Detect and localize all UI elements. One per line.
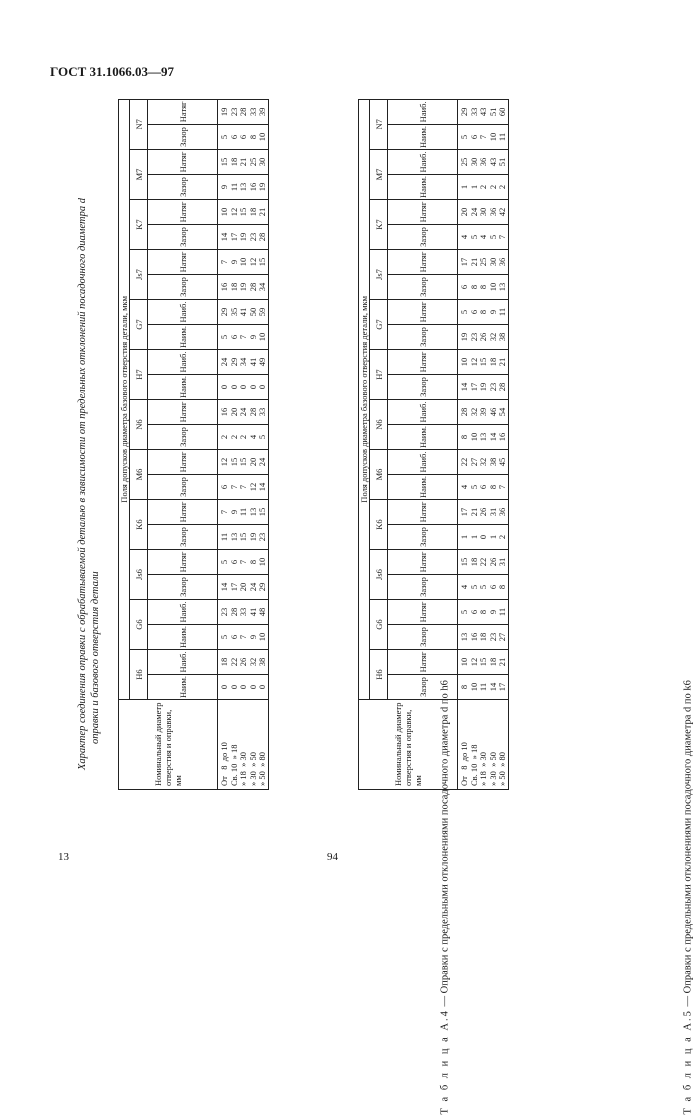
data-column: 8 10 13 14 16	[458, 425, 509, 450]
data-column: 8 10 11 14 17	[458, 675, 509, 700]
data-column: 1 1 0 1 2	[458, 525, 509, 550]
sub-header: Натяг	[388, 350, 458, 375]
sub-header: Натяг	[148, 200, 218, 225]
table-a5-caption-label: Т а б л и ц а А.5	[682, 1009, 694, 1115]
sub-header: Зазор	[388, 525, 458, 550]
data-column: 5 6 8 9 11	[458, 300, 509, 325]
data-column: 22 27 32 38 45	[458, 450, 509, 475]
sub-header: Натяг	[148, 550, 218, 575]
code-n6: N6	[370, 400, 388, 450]
data-column: 29 35 41 50 59	[218, 300, 269, 325]
side-title	[76, 198, 102, 770]
page-number-left: 13	[58, 851, 69, 863]
code-n7: N7	[370, 99, 388, 149]
sub-header: Зазор	[388, 675, 458, 700]
sub-header: Зазор	[388, 375, 458, 400]
dim-header: Номинальный диаметр отверстия и оправки, мм	[359, 700, 458, 790]
data-column: 16 18 19 28 34	[218, 275, 269, 300]
data-column: 11 13 15 19 23	[218, 525, 269, 550]
data-column: 5 6 7 9 10	[218, 325, 269, 350]
side-title-line2: оправки и базового отверстия детали	[90, 571, 101, 744]
sub-header: Натяг	[388, 250, 458, 275]
code-m6: M6	[370, 450, 388, 500]
sub-header: Зазор	[148, 225, 218, 250]
sub-header: Натяг	[388, 200, 458, 225]
data-column: 6 8 8 10 13	[458, 275, 509, 300]
sub-header: Наим.	[388, 475, 458, 500]
sub-header: Зазор	[388, 575, 458, 600]
row-label: От 8 до 10	[459, 742, 469, 786]
code-js7: Js7	[130, 250, 148, 300]
fields-header: Поля допусков диаметра базового отверстия детали, мкм	[359, 99, 370, 699]
data-column: 1 1 2 2 2	[458, 175, 509, 200]
data-column: 4 5 4 5 7	[458, 225, 509, 250]
sub-header: Натяг	[388, 500, 458, 525]
data-column: 13 16 18 23 27	[458, 625, 509, 650]
code-k7: K7	[130, 200, 148, 250]
row-label: От 8 до 10	[219, 742, 229, 786]
sub-header: Наим.	[388, 175, 458, 200]
row-label: » 30 » 50	[487, 752, 498, 786]
data-column: 5 6 8 9 11	[458, 600, 509, 625]
data-column: 10 12 15 18 21	[218, 200, 269, 225]
sub-header: Натяг	[388, 300, 458, 325]
row-label: Св. 10 » 18	[468, 744, 479, 786]
code-h7: H7	[370, 350, 388, 400]
data-column: 6 7 7 12 14	[218, 475, 269, 500]
data-column: 5 6 7 8 10	[218, 550, 269, 575]
sub-header: Наиб.	[388, 400, 458, 425]
sub-header: Зазор	[148, 425, 218, 450]
sub-header: Наим.	[388, 125, 458, 150]
row-label: Св. 10 » 18	[228, 744, 239, 786]
table-a4-caption-label: Т а б л и ц а А.4	[439, 1009, 451, 1115]
data-column: 17 21 26 31 36	[458, 500, 509, 525]
data-column: 7 9 10 12 15	[218, 250, 269, 275]
sub-header: Натяг	[388, 550, 458, 575]
code-n6: N6	[130, 400, 148, 450]
sub-header: Зазор	[388, 625, 458, 650]
sub-header: Наим.	[148, 375, 218, 400]
sub-header: Зазор	[148, 525, 218, 550]
table-a4-caption-text: — Оправки с предельными отклонениями посадочного диаметра d по h6	[439, 680, 451, 1010]
data-column: 10 12 15 18 21	[458, 650, 509, 675]
sub-header: Натяг	[388, 650, 458, 675]
data-column: 5 6 7 10 11	[458, 125, 509, 150]
document-header: ГОСТ 31.1066.03—97	[50, 64, 175, 79]
data-column: 25 30 36 43 51	[458, 150, 509, 175]
sub-header: Наим.	[148, 325, 218, 350]
sub-header: Зазор	[148, 175, 218, 200]
sub-header: Наиб.	[148, 300, 218, 325]
data-column: 5 6 6 8 10	[218, 125, 269, 150]
table-a5-caption-text: — Оправки с предельными отклонениями посадочного диаметра d по k6	[682, 680, 694, 1010]
data-column: 29 33 43 51 60	[458, 99, 509, 124]
sub-header: Натяг	[148, 400, 218, 425]
sub-header: Наиб.	[148, 650, 218, 675]
data-column: 4 5 6 8 7	[458, 475, 509, 500]
code-g6: G6	[370, 600, 388, 650]
dim-header: Номинальный диаметр отверстия и оправки, мм	[119, 700, 218, 790]
sub-header: Зазор	[388, 225, 458, 250]
code-js6: Js6	[130, 550, 148, 600]
code-h6: H6	[130, 650, 148, 700]
sub-header: Наим.	[148, 625, 218, 650]
data-column: 0 0 0 0 0	[218, 675, 269, 700]
data-column: 23 28 33 41 48	[218, 600, 269, 625]
code-m7: M7	[370, 150, 388, 200]
data-column: 0 0 0 0 0	[218, 375, 269, 400]
data-column: 19 23 28 33 39	[218, 99, 269, 124]
sub-header: Натяг	[148, 450, 218, 475]
row-label: » 50 » 80	[497, 752, 507, 786]
sub-header: Натяг	[388, 600, 458, 625]
data-column: 19 23 26 32 38	[458, 325, 509, 350]
code-m7: M7	[130, 150, 148, 200]
data-column: 10 12 15 18 21	[458, 350, 509, 375]
sub-header: Зазор	[388, 325, 458, 350]
data-column: 5 6 7 9 10	[218, 625, 269, 650]
table-a4-wrapper	[118, 100, 269, 790]
sub-header: Натяг	[148, 150, 218, 175]
sub-header: Наим.	[148, 675, 218, 700]
code-h7: H7	[130, 350, 148, 400]
code-m6: M6	[130, 450, 148, 500]
sub-header: Наиб.	[388, 450, 458, 475]
sub-header: Зазор	[148, 275, 218, 300]
data-column: 24 29 34 41 49	[218, 350, 269, 375]
row-labels	[458, 700, 509, 790]
data-column: 17 21 25 30 36	[458, 250, 509, 275]
code-k6: K6	[130, 500, 148, 550]
page-number-right: 94	[327, 851, 338, 863]
data-column: 16 20 24 28 33	[218, 400, 269, 425]
data-column: 15 18 21 25 30	[218, 150, 269, 175]
row-label: » 18 » 30	[238, 752, 248, 786]
code-k7: K7	[370, 200, 388, 250]
table-a5-wrapper	[358, 100, 509, 790]
data-column: 4 5 5 6 8	[458, 575, 509, 600]
fields-header: Поля допусков диаметра базового отверстия детали, мкм	[119, 99, 130, 699]
row-labels	[218, 700, 269, 790]
data-column: 12 15 15 20 24	[218, 450, 269, 475]
data-column: 14 17 19 23 28	[458, 375, 509, 400]
data-column: 7 9 11 13 15	[218, 500, 269, 525]
code-n7: N7	[130, 99, 148, 149]
code-js6: Js6	[370, 550, 388, 600]
data-column: 15 18 22 26 31	[458, 550, 509, 575]
code-g6: G6	[130, 600, 148, 650]
sub-header: Зазор	[388, 275, 458, 300]
sub-header: Натяг	[148, 500, 218, 525]
side-title-line1: Характер соединения оправки с обрабатываемой деталью в зависимости от предельных отклонений посадочного диаметра d	[77, 198, 88, 770]
code-g7: G7	[130, 300, 148, 350]
data-column: 14 17 20 24 29	[218, 575, 269, 600]
code-k6: K6	[370, 500, 388, 550]
sub-header: Зазор	[148, 475, 218, 500]
sub-header: Зазор	[148, 575, 218, 600]
data-column: 28 32 39 46 54	[458, 400, 509, 425]
table-a4	[118, 99, 269, 790]
sub-header: Наиб.	[388, 150, 458, 175]
data-column: 18 22 26 32 38	[218, 650, 269, 675]
code-h6: H6	[370, 650, 388, 700]
sub-header: Наиб.	[148, 600, 218, 625]
sub-header: Наиб.	[388, 99, 458, 124]
row-label: » 30 » 50	[247, 752, 258, 786]
row-label: » 18 » 30	[478, 752, 488, 786]
data-column: 14 17 19 23 28	[218, 225, 269, 250]
sub-header: Зазор	[148, 125, 218, 150]
sub-header: Наим.	[388, 425, 458, 450]
table-a5	[358, 99, 509, 790]
data-column: 20 24 30 36 42	[458, 200, 509, 225]
data-column: 2 2 2 4 5	[218, 425, 269, 450]
data-column: 9 11 13 16 19	[218, 175, 269, 200]
code-g7: G7	[370, 300, 388, 350]
sub-header: Наиб.	[148, 350, 218, 375]
table-a5-caption	[683, 425, 694, 1115]
row-label: » 50 » 80	[257, 752, 267, 786]
code-js7: Js7	[370, 250, 388, 300]
sub-header: Натяг	[148, 250, 218, 275]
sub-header: Натяг	[148, 99, 218, 124]
